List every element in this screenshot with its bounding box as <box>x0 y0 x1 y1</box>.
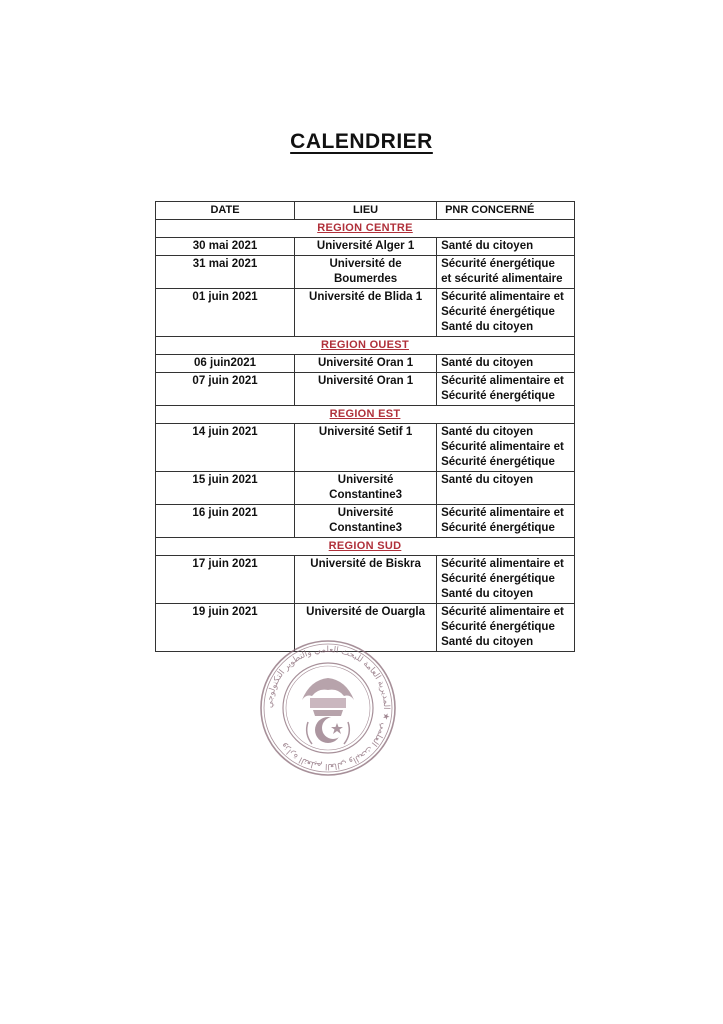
region-heading: REGION EST <box>156 406 575 424</box>
pnr-line: Sécurité énergétique <box>441 621 555 633</box>
pnr-line: Santé du citoyen <box>441 474 534 486</box>
lieu-line: Université de Biskra <box>310 558 421 570</box>
lieu-line: Université Oran 1 <box>317 375 414 387</box>
table-row <box>156 256 575 289</box>
pnr-cell <box>437 505 575 538</box>
lieu-line: Boumerdes <box>333 273 398 285</box>
lieu-cell <box>295 373 437 406</box>
lieu-cell <box>295 556 437 604</box>
date-cell: 17 juin 2021 <box>156 556 295 604</box>
header-date: DATE <box>156 202 295 220</box>
official-seal-icon <box>258 638 398 778</box>
pnr-cell <box>437 424 575 472</box>
table-row <box>156 289 575 337</box>
lieu-line: Université Setif 1 <box>318 426 413 438</box>
date-cell: 31 mai 2021 <box>156 256 295 289</box>
calendar-body <box>156 220 575 652</box>
pnr-line: Santé du citoyen <box>441 321 534 333</box>
date-cell: 01 juin 2021 <box>156 289 295 337</box>
table-row <box>156 355 575 373</box>
date-cell: 15 juin 2021 <box>156 472 295 505</box>
table-header-row <box>156 202 575 220</box>
pnr-line: Sécurité alimentaire et <box>441 291 564 303</box>
table-row <box>156 373 575 406</box>
lieu-cell <box>295 424 437 472</box>
region-heading: REGION OUEST <box>156 337 575 355</box>
lieu-cell <box>295 256 437 289</box>
pnr-line: Sécurité énergétique <box>441 390 555 402</box>
lieu-line: Constantine3 <box>329 522 402 534</box>
table-row <box>156 424 575 472</box>
table-row <box>156 472 575 505</box>
lieu-line: Université de Ouargla <box>306 606 426 618</box>
pnr-line: Sécurité alimentaire et <box>441 606 564 618</box>
region-row <box>156 406 575 424</box>
pnr-line: Sécurité énergétique <box>441 306 555 318</box>
date-cell: 19 juin 2021 <box>156 604 295 652</box>
region-heading: REGION SUD <box>156 538 575 556</box>
header-lieu: LIEU <box>295 202 437 220</box>
region-row <box>156 337 575 355</box>
pnr-cell <box>437 238 575 256</box>
region-heading: REGION CENTRE <box>156 220 575 238</box>
region-row <box>156 538 575 556</box>
pnr-cell <box>437 604 575 652</box>
lieu-cell <box>295 355 437 373</box>
pnr-line: Sécurité alimentaire et <box>441 441 564 453</box>
table-row <box>156 556 575 604</box>
pnr-line: Sécurité alimentaire et <box>441 375 564 387</box>
lieu-line: Université <box>337 507 394 519</box>
table-row <box>156 505 575 538</box>
header-pnr: PNR CONCERNÉ <box>437 202 575 220</box>
date-cell: 07 juin 2021 <box>156 373 295 406</box>
page-title: CALENDRIER <box>290 130 433 153</box>
pnr-line: Santé du citoyen <box>441 588 534 600</box>
lieu-line: Université de <box>329 258 402 270</box>
pnr-cell <box>437 556 575 604</box>
lieu-cell <box>295 238 437 256</box>
lieu-line: Université de Blida 1 <box>309 291 423 303</box>
pnr-cell <box>437 373 575 406</box>
pnr-line: Sécurité énergétique <box>441 456 555 468</box>
date-cell: 06 juin2021 <box>156 355 295 373</box>
lieu-line: Université <box>337 474 394 486</box>
lieu-cell <box>295 289 437 337</box>
lieu-line: Université Oran 1 <box>317 357 414 369</box>
pnr-cell <box>437 355 575 373</box>
pnr-line: Santé du citoyen <box>441 426 534 438</box>
table-row <box>156 238 575 256</box>
date-cell: 14 juin 2021 <box>156 424 295 472</box>
pnr-line: Sécurité énergétique <box>441 573 555 585</box>
pnr-cell <box>437 256 575 289</box>
pnr-cell <box>437 289 575 337</box>
date-cell: 30 mai 2021 <box>156 238 295 256</box>
lieu-cell <box>295 505 437 538</box>
pnr-line: et sécurité alimentaire <box>441 273 563 285</box>
seal-ring-text: وزارة التعليم العالي والبحث العلمي ★ المديرية العامة للبحث العلمي والتطوير التكنولوجي <box>264 644 392 772</box>
pnr-line: Santé du citoyen <box>441 636 534 648</box>
pnr-line: Sécurité énergétique <box>441 522 555 534</box>
date-cell: 16 juin 2021 <box>156 505 295 538</box>
pnr-line: Sécurité alimentaire et <box>441 507 564 519</box>
pnr-line: Sécurité énergétique <box>441 258 555 270</box>
region-row <box>156 220 575 238</box>
pnr-line: Santé du citoyen <box>441 240 534 252</box>
pnr-cell <box>437 472 575 505</box>
lieu-cell <box>295 472 437 505</box>
lieu-line: Université Alger 1 <box>316 240 415 252</box>
lieu-line: Constantine3 <box>329 489 402 501</box>
pnr-line: Sécurité alimentaire et <box>441 558 564 570</box>
pnr-line: Santé du citoyen <box>441 357 534 369</box>
calendar-table <box>155 201 575 652</box>
